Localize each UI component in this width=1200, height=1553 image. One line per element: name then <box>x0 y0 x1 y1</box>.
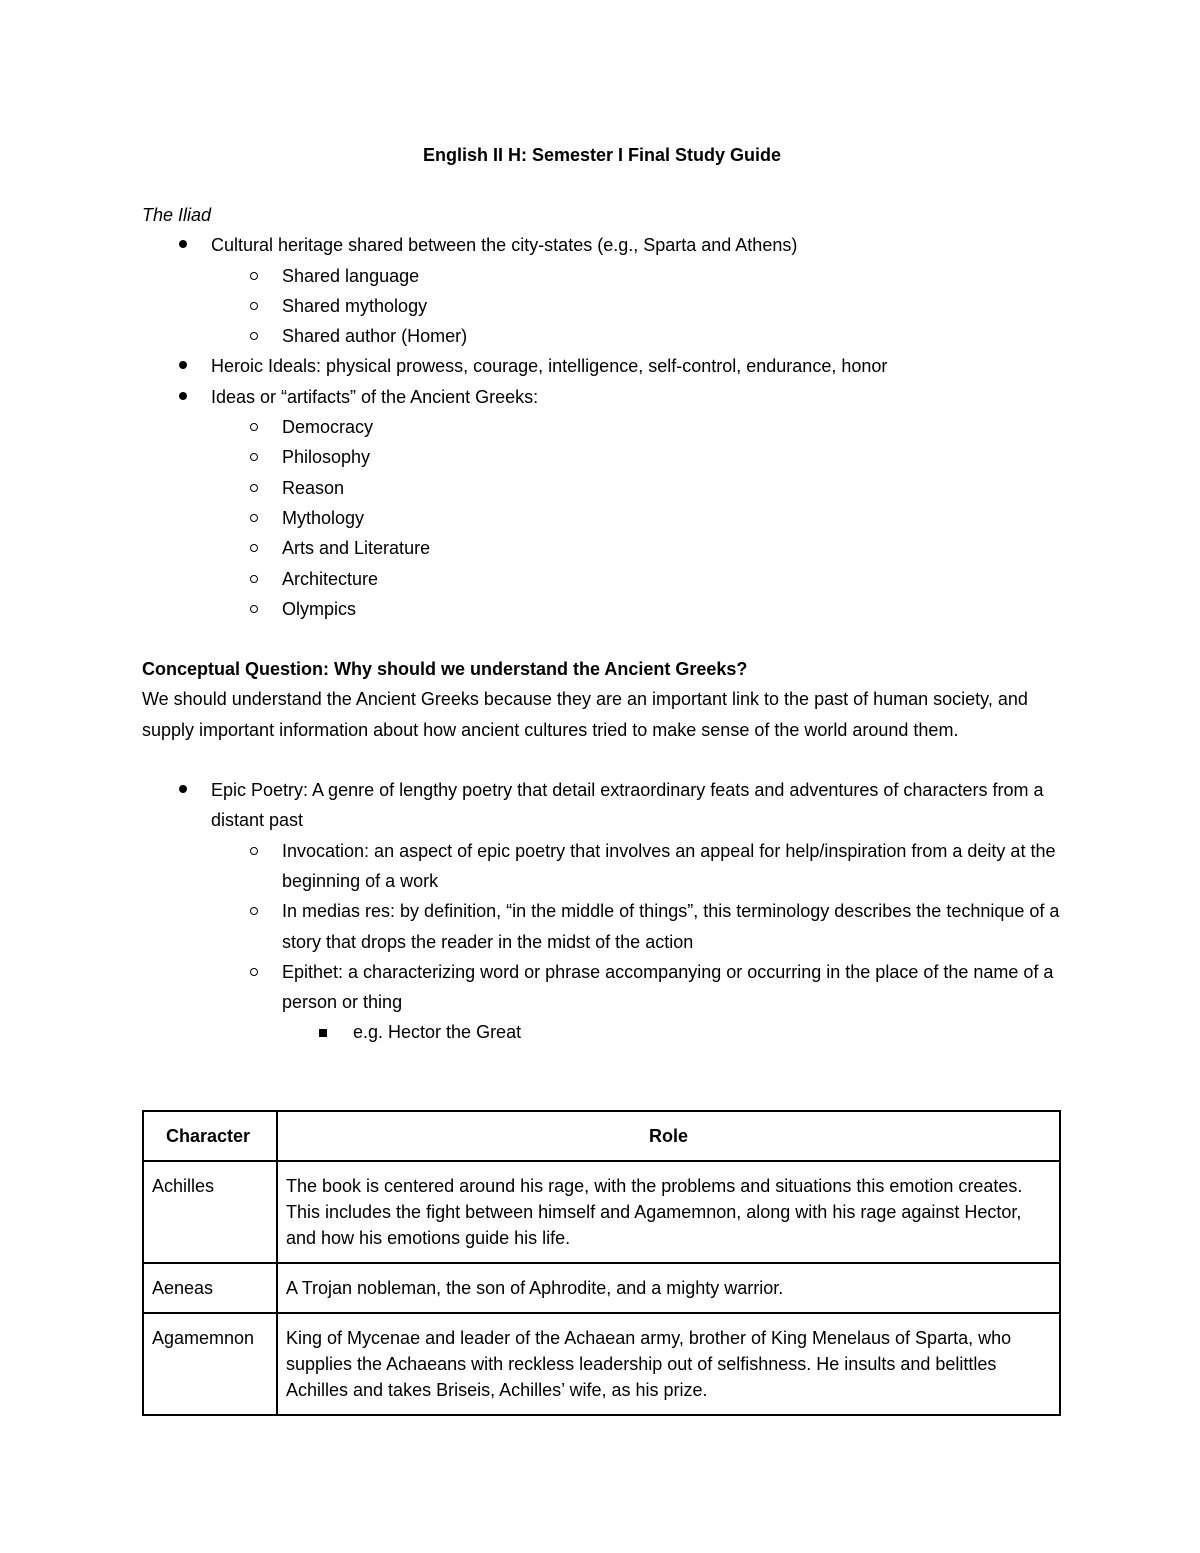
spacer <box>142 745 1062 775</box>
document-title: English II H: Semester I Final Study Guide <box>422 145 782 165</box>
list-item: Reason <box>142 473 1062 503</box>
list-item: Ideas or “artifacts” of the Ancient Greeks: <box>142 382 1062 412</box>
list-item: Cultural heritage shared between the city-states (e.g., Sparta and Athens) <box>142 230 1062 260</box>
list-item: In medias res: by definition, “in the middle of things”, this terminology describes the technique of a story that drops the reader in the midst of the action <box>142 896 1062 957</box>
role-cell: The book is centered around his rage, with the problems and situations this emotion creates. This includes the fight between himself and Agamemnon, along with his rage against Hector, and how his emotions guide his life. <box>277 1161 1060 1263</box>
conceptual-question: Conceptual Question: Why should we understand the Ancient Greeks? <box>142 659 748 680</box>
section-title: The Iliad <box>142 205 212 225</box>
character-cell: Aeneas <box>143 1263 277 1313</box>
table-row <box>143 1161 1060 1263</box>
character-cell: Achilles <box>143 1161 277 1263</box>
iliad-bullet-list <box>142 230 1062 624</box>
list-item: Invocation: an aspect of epic poetry that involves an appeal for help/inspiration from a deity at the beginning of a work <box>142 836 1062 897</box>
list-item: Shared author (Homer) <box>142 321 1062 351</box>
list-item: Olympics <box>142 594 1062 624</box>
list-item: Epic Poetry: A genre of lengthy poetry that detail extraordinary feats and adventures of characters from a distant past <box>142 775 1062 836</box>
column-header-role: Role <box>277 1111 1060 1161</box>
list-item: Democracy <box>142 412 1062 442</box>
list-item: Arts and Literature <box>142 533 1062 563</box>
list-item: Architecture <box>142 564 1062 594</box>
table-row <box>143 1313 1060 1415</box>
spacer <box>142 170 1062 200</box>
list-item: Epithet: a characterizing word or phrase accompanying or occurring in the place of the name of a person or thing <box>142 957 1062 1018</box>
answer-paragraph: We should understand the Ancient Greeks because they are an important link to the past of human society, and supply important information about how ancient cultures tried to make sense of the world around them. <box>142 689 1028 740</box>
list-item: Philosophy <box>142 442 1062 472</box>
role-cell: King of Mycenae and leader of the Achaean army, brother of King Menelaus of Sparta, who supplies the Achaeans with reckless leadership out of selfishness. He insults and belittles Achilles and takes Briseis, Achilles’ wife, as his prize. <box>277 1313 1060 1415</box>
role-cell: A Trojan nobleman, the son of Aphrodite, and a mighty warrior. <box>277 1263 1060 1313</box>
table-row <box>143 1263 1060 1313</box>
list-item: Mythology <box>142 503 1062 533</box>
spacer <box>142 624 1062 654</box>
character-cell: Agamemnon <box>143 1313 277 1415</box>
list-item: Heroic Ideals: physical prowess, courage, intelligence, self-control, endurance, honor <box>142 351 1062 381</box>
document-page <box>142 140 1062 1048</box>
character-table <box>142 1110 1061 1416</box>
list-item: Shared language <box>142 261 1062 291</box>
list-item: Shared mythology <box>142 291 1062 321</box>
column-header-character: Character <box>143 1111 277 1161</box>
table-header-row <box>143 1111 1060 1161</box>
epic-poetry-list <box>142 775 1062 1048</box>
list-item: e.g. Hector the Great <box>142 1017 1062 1047</box>
